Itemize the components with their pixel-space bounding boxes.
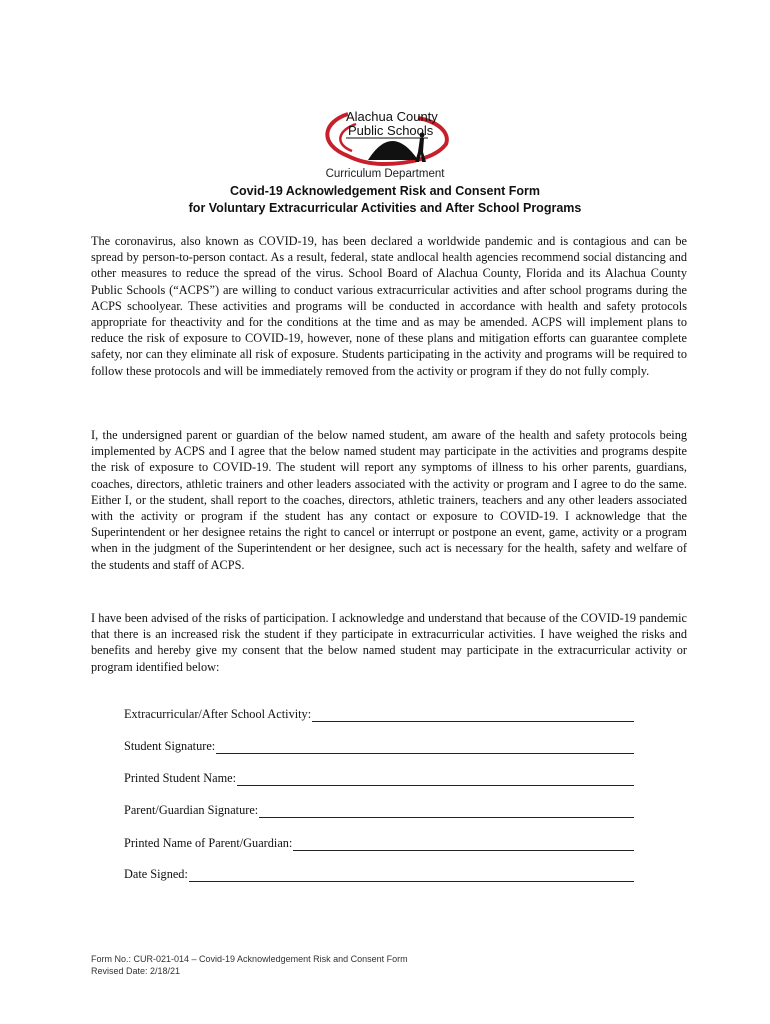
footer-form-number: Form No.: CUR-021-014 – Covid-19 Acknowledgement Risk and Consent Form: [91, 954, 408, 964]
printed-parent-name-line[interactable]: [293, 838, 634, 851]
student-signature-line[interactable]: [216, 741, 634, 754]
printed-student-name-field[interactable]: [124, 770, 634, 786]
student-signature-field[interactable]: [124, 738, 634, 754]
logo-line2: Public Schools: [348, 123, 434, 138]
date-signed-label: Date Signed:: [124, 867, 188, 881]
department-name: Curriculum Department: [325, 168, 445, 180]
footer-revised-date: Revised Date: 2/18/21: [91, 966, 181, 976]
paragraph-acknowledgement: I, the undersigned parent or guardian of the below named student, am aware of the health and safety protocols being implemented by ACPS and I agree that the below named student may participate in the activities and programs despite the risk of exposure to COVID-19. The student will report any symptoms of illness to his orher parents, guardians, coaches, directors, athletic trainers and other leaders associated with the activity or program and I agree to do the same. Either I, or the student, shall report to the coaches, directors, athletic trainers, teachers and any other leaders associated with the activity or program if the student has any contact or exposure to COVID-19. I acknowledge that the Superintendent or her designee retains the right to cancel or interrupt or postpone an event, game, activity or a program when in the judgment of the Superintendent or her designee, such act is necessary for the health, safety and welfare of the students and staff of ACPS.: [91, 428, 687, 572]
paragraph-consent: I have been advised of the risks of participation. I acknowledge and understand that because of the COVID-19 pandemic that there is an increased risk the student if they participate in extracurricular activities. I have weighed the risks and benefits and hereby give my consent that the below named student may participate in the extracurricular activity or program identified below:: [91, 611, 687, 674]
printed-student-name-line[interactable]: [237, 773, 634, 786]
printed-parent-name-label: Printed Name of Parent/Guardian:: [124, 836, 293, 850]
date-signed-field[interactable]: [124, 866, 634, 882]
form-title-line1: Covid-19 Acknowledgement Risk and Consent Form: [229, 184, 540, 198]
student-signature-label: Student Signature:: [124, 739, 216, 753]
form-title-line2: for Voluntary Extracurricular Activities and After School Programs: [188, 201, 582, 215]
parent-signature-line[interactable]: [259, 805, 634, 818]
date-signed-line[interactable]: [189, 869, 634, 882]
parent-signature-label: Parent/Guardian Signature:: [124, 803, 259, 817]
parent-signature-field[interactable]: [124, 802, 634, 818]
printed-parent-name-field[interactable]: [124, 835, 634, 851]
acps-logo: [318, 104, 450, 168]
activity-field[interactable]: [124, 706, 634, 722]
activity-label: Extracurricular/After School Activity:: [124, 707, 312, 721]
activity-line[interactable]: [312, 709, 634, 722]
paragraph-covid-info: The coronavirus, also known as COVID-19, has been declared a worldwide pandemic and is contagious and can be spread by person-to-person contact. As a result, federal, state andlocal health agencies recommend social distancing and other measures to reduce the spread of the virus. School Board of Alachua County, Florida and its Alachua County Public Schools (“ACPS”) are willing to conduct various extracurricular activities and after school programs during the ACPS schoolyear. These activities and programs will be conducted in accordance with health and safety protocols appropriate for theactivity and for the conditions at the time and as may be amended. ACPS will implement plans to reduce the risk of exposure to COVID-19, however, none of these plans and mitigation efforts can guarantee complete safety, nor can they eliminate all risk of exposure. Students participating in the activity and programs will be required to follow these protocols and will be immediately removed from the activity or program if they do not fully comply.: [91, 234, 687, 378]
logo-line1: Alachua County: [346, 109, 438, 124]
printed-student-name-label: Printed Student Name:: [124, 771, 237, 785]
